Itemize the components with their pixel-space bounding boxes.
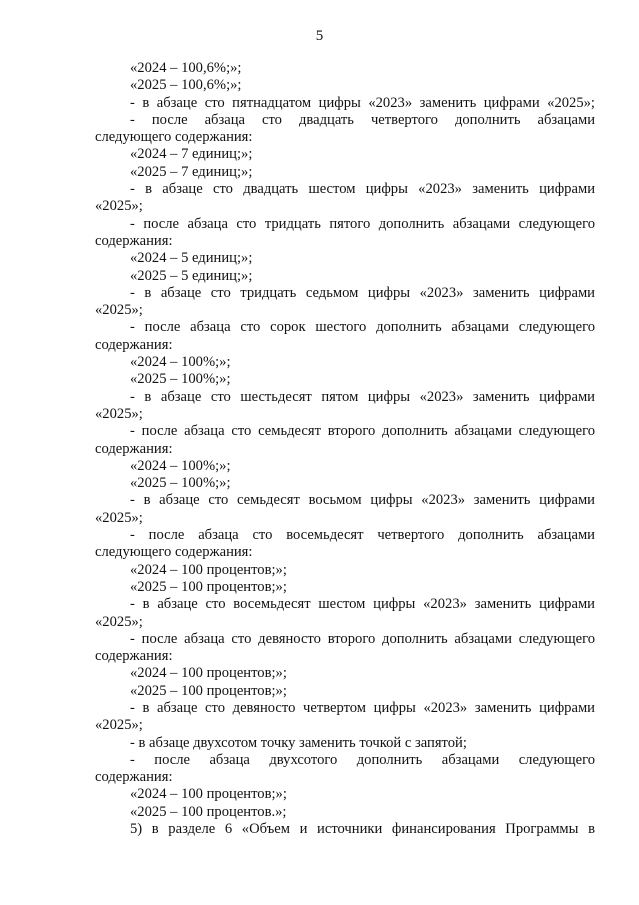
- text-line: - в абзаце сто тридцать седьмом цифры «2023» заменить цифрами: [130, 284, 595, 301]
- text-line: - в абзаце сто семьдесят восьмом цифры «2023» заменить цифрами: [130, 492, 595, 509]
- text-line: содержания:: [95, 232, 173, 249]
- text-line: - в абзаце сто двадцать шестом цифры «2023» заменить цифрами: [130, 181, 595, 198]
- text-line: - после абзаца сто тридцать пятого дополнить абзацами следующего: [130, 215, 595, 232]
- text-line: «2025 – 100 процентов;»;: [130, 682, 287, 699]
- text-line: - после абзаца сто сорок шестого дополнить абзацами следующего: [130, 319, 595, 336]
- text-line: «2024 – 100%;»;: [130, 354, 231, 371]
- text-line: - в абзаце сто восемьдесят шестом цифры «2023» заменить цифрами: [130, 596, 595, 613]
- text-line: «2025 – 100%;»;: [130, 371, 231, 388]
- text-line: «2025 – 100,6%;»;: [130, 77, 242, 94]
- text-line: «2024 – 5 единиц;»;: [130, 250, 253, 267]
- text-line: следующего содержания:: [95, 544, 253, 561]
- text-line: - в абзаце двухсотом точку заменить точкой с запятой;: [130, 734, 467, 751]
- text-line: «2025 – 7 единиц;»;: [130, 163, 253, 180]
- text-line: «2025 – 100%;»;: [130, 475, 231, 492]
- text-line: содержания:: [95, 648, 173, 665]
- text-line: «2025 – 5 единиц;»;: [130, 267, 253, 284]
- page-number: 5: [315, 28, 324, 44]
- text-line: «2025 – 100 процентов;»;: [130, 578, 287, 595]
- text-line: - в абзаце сто шестьдесят пятом цифры «2023» заменить цифрами: [130, 388, 595, 405]
- text-line: - после абзаца сто девяносто второго дополнить абзацами следующего: [130, 630, 595, 647]
- text-line: «2025»;: [95, 405, 143, 422]
- text-line: 5) в разделе 6 «Объем и источники финансирования Программы в: [130, 821, 595, 838]
- text-line: «2024 – 100%;»;: [130, 457, 231, 474]
- text-line: «2025»;: [95, 509, 143, 526]
- text-line: «2025 – 100 процентов.»;: [130, 803, 287, 820]
- text-line: - после абзаца сто восемьдесят четвертого дополнить абзацами: [130, 527, 595, 544]
- text-line: «2024 – 100 процентов;»;: [130, 786, 287, 803]
- text-line: «2025»;: [95, 302, 143, 319]
- document-body: [95, 60, 595, 838]
- text-line: - после абзаца двухсотого дополнить абзацами следующего: [130, 751, 595, 768]
- text-line: - после абзаца сто двадцать четвертого дополнить абзацами: [130, 111, 595, 128]
- text-line: - в абзаце сто пятнадцатом цифры «2023» заменить цифрами «2025»;: [130, 94, 595, 111]
- text-line: «2024 – 100 процентов;»;: [130, 665, 287, 682]
- text-line: «2024 – 100,6%;»;: [130, 60, 242, 76]
- text-line: содержания:: [95, 336, 173, 353]
- text-line: содержания:: [95, 769, 173, 786]
- text-line: «2025»;: [95, 613, 143, 630]
- text-line: - после абзаца сто семьдесят второго дополнить абзацами следующего: [130, 423, 595, 440]
- text-line: «2024 – 100 процентов;»;: [130, 561, 287, 578]
- text-line: - в абзаце сто девяносто четвертом цифры «2023» заменить цифрами: [130, 699, 595, 716]
- text-line: «2025»;: [95, 198, 143, 215]
- text-line: «2024 – 7 единиц;»;: [130, 146, 253, 163]
- text-line: следующего содержания:: [95, 129, 253, 146]
- text-line: «2025»;: [95, 717, 143, 734]
- text-line: содержания:: [95, 440, 173, 457]
